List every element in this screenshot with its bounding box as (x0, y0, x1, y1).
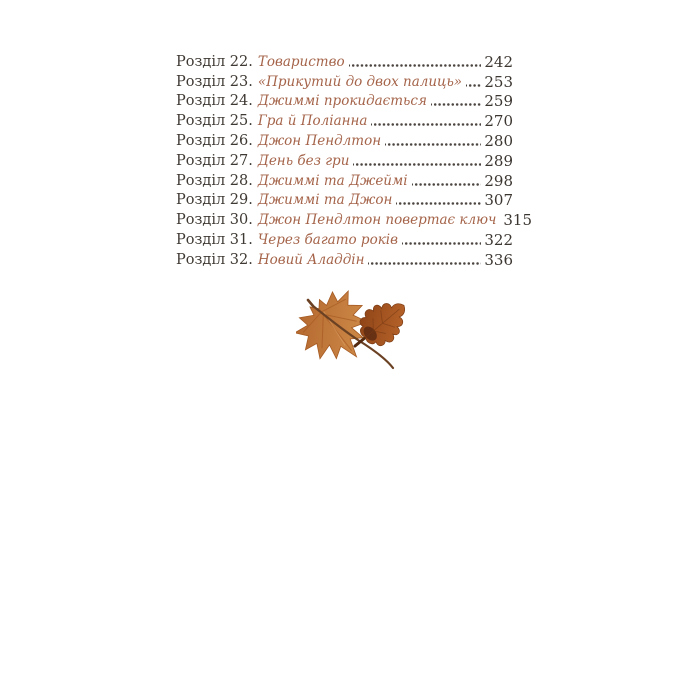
toc-chapter-label: Розділ 23. (176, 73, 253, 90)
toc-entry (176, 190, 513, 210)
toc-chapter-label: Розділ 26. (176, 132, 253, 149)
toc-page-number: 315 (503, 211, 532, 230)
autumn-leaves-illustration (296, 284, 410, 386)
toc-chapter-label: Розділ 31. (176, 231, 253, 248)
toc-chapter-label: Розділ 29. (176, 192, 253, 209)
toc-chapter-title: Товариство (257, 53, 345, 70)
dot-leader (353, 153, 481, 170)
leaves-graphic (296, 284, 410, 386)
toc-page-number: 307 (484, 191, 513, 210)
toc-chapter-title: «Прикутий до двох палиць» (257, 73, 463, 90)
toc-page-number: 298 (484, 171, 513, 190)
toc-page-number: 242 (484, 52, 513, 71)
toc-entry (176, 91, 513, 111)
dot-leader (396, 192, 481, 209)
table-of-contents (176, 51, 532, 269)
toc-page-number: 259 (484, 92, 513, 111)
toc-chapter-title: Джиммі та Джеймі (257, 172, 408, 189)
toc-entry (176, 110, 513, 130)
toc-chapter-label: Розділ 32. (176, 251, 253, 268)
dot-leader (371, 113, 481, 130)
toc-chapter-label: Розділ 28. (176, 172, 253, 189)
toc-entry (176, 51, 513, 71)
toc-chapter-label: Розділ 30. (176, 212, 253, 229)
toc-entry (176, 229, 513, 249)
dot-leader (368, 252, 481, 269)
toc-entry (176, 249, 513, 269)
toc-chapter-label: Розділ 27. (176, 152, 253, 169)
toc-chapter-title: Через багато років (257, 231, 398, 248)
dot-leader (412, 173, 482, 190)
toc-chapter-title: Гра й Поліанна (257, 113, 368, 130)
toc-chapter-title: Джон Пендлтон повертає ключ (257, 212, 497, 229)
dot-leader (349, 54, 482, 71)
stem-tip (308, 300, 313, 306)
oak-leaf (352, 290, 410, 353)
toc-chapter-title: Джиммі та Джон (257, 192, 393, 209)
toc-page-number: 280 (484, 131, 513, 150)
toc-entry (176, 170, 513, 190)
toc-entry (176, 150, 513, 170)
dot-leader (466, 74, 481, 91)
toc-chapter-title: День без гри (257, 152, 350, 169)
toc-chapter-title: Джон Пендлтон (257, 132, 382, 149)
toc-chapter-label: Розділ 24. (176, 93, 253, 110)
dot-leader (402, 232, 481, 249)
toc-page-number: 289 (484, 151, 513, 170)
toc-chapter-label: Розділ 25. (176, 113, 253, 130)
toc-chapter-label: Розділ 22. (176, 53, 253, 70)
toc-page-number: 253 (484, 72, 513, 91)
dot-leader (385, 133, 481, 150)
toc-page-number: 270 (484, 112, 513, 131)
dot-leader (431, 93, 481, 110)
toc-chapter-title: Джиммі прокидається (257, 93, 427, 110)
toc-page-number: 336 (484, 250, 513, 269)
toc-chapter-title: Новий Аладдін (257, 251, 365, 268)
toc-entry (176, 130, 513, 150)
toc-entry (176, 71, 513, 91)
toc-page-number: 322 (484, 230, 513, 249)
toc-entry (176, 209, 532, 230)
